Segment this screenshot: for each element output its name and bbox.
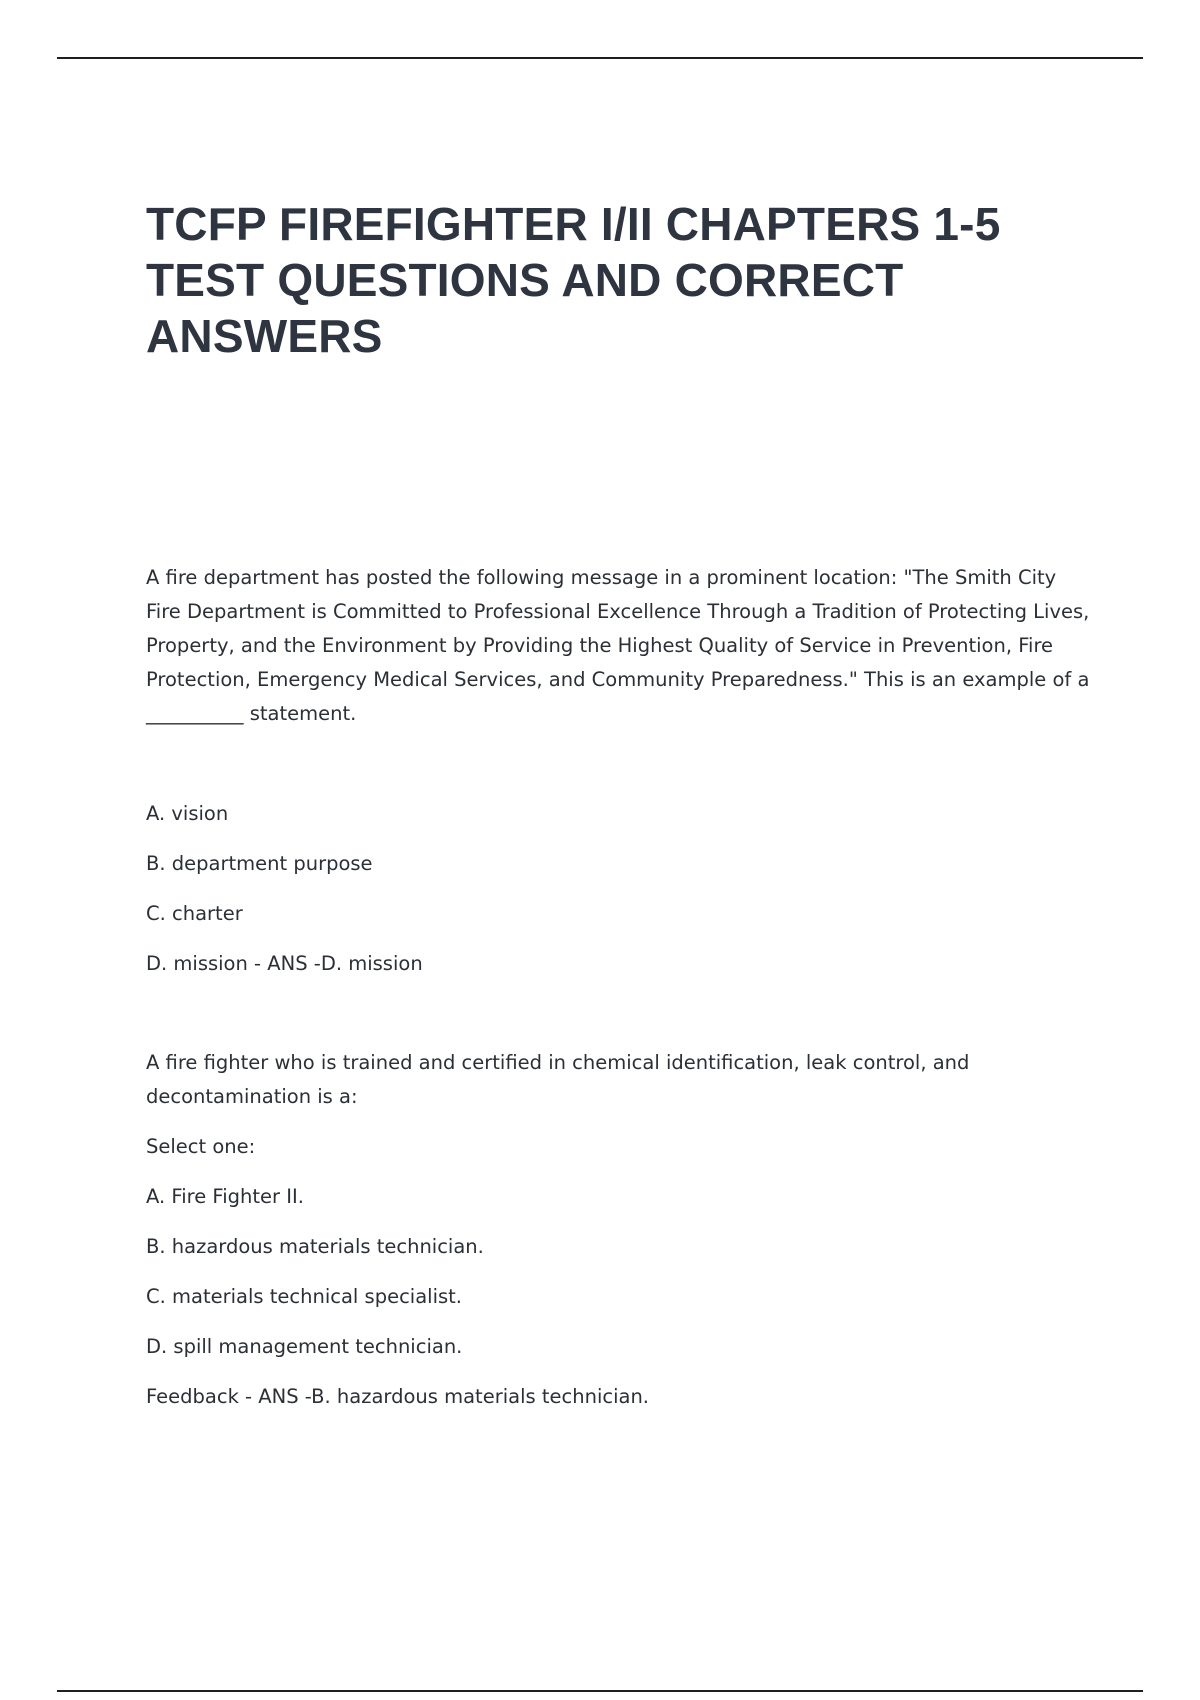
- question-2-options: [146, 1180, 1096, 1364]
- question-1-option-d: D. mission - ANS -D. mission: [146, 952, 423, 975]
- question-1-options: [146, 797, 1096, 981]
- title-line-3: ANSWERS: [146, 310, 383, 362]
- question-2: [146, 1046, 1096, 1430]
- question-2-feedback: Feedback - ANS -B. hazardous materials technician.: [146, 1385, 650, 1408]
- question-1-stem: A fire department has posted the following message in a prominent location: "The Smith City Fire Department is Committed to Professional Excellence Through a Tradition of Protecting Lives, Property, and the Environment by Providing the Highest Quality of Service in Prevention, Fire Protection, Emergency Medical Services, and Community Preparedness." This is an example of a __________ statement.: [146, 566, 1090, 725]
- question-2-stem: A fire fighter who is trained and certified in chemical identification, leak control, and decontamination is a:: [146, 1051, 970, 1108]
- title-line-2: TEST QUESTIONS AND CORRECT: [146, 254, 904, 306]
- question-2-option-d: D. spill management technician.: [146, 1335, 463, 1358]
- question-2-prompt: Select one:: [146, 1135, 256, 1158]
- question-1-option-b: B. department purpose: [146, 852, 373, 875]
- question-2-option-c: C. materials technical specialist.: [146, 1285, 463, 1308]
- question-1-option-c: C. charter: [146, 902, 243, 925]
- question-2-option-a: A. Fire Fighter II.: [146, 1185, 304, 1208]
- title-line-1: TCFP FIREFIGHTER I/II CHAPTERS 1-5: [146, 198, 1001, 250]
- question-1: [146, 561, 1096, 997]
- question-2-option-b: B. hazardous materials technician.: [146, 1235, 484, 1258]
- bottom-rule: [57, 1690, 1143, 1692]
- top-rule: [57, 57, 1143, 59]
- question-1-option-a: A. vision: [146, 802, 229, 825]
- document-title: [146, 196, 1106, 364]
